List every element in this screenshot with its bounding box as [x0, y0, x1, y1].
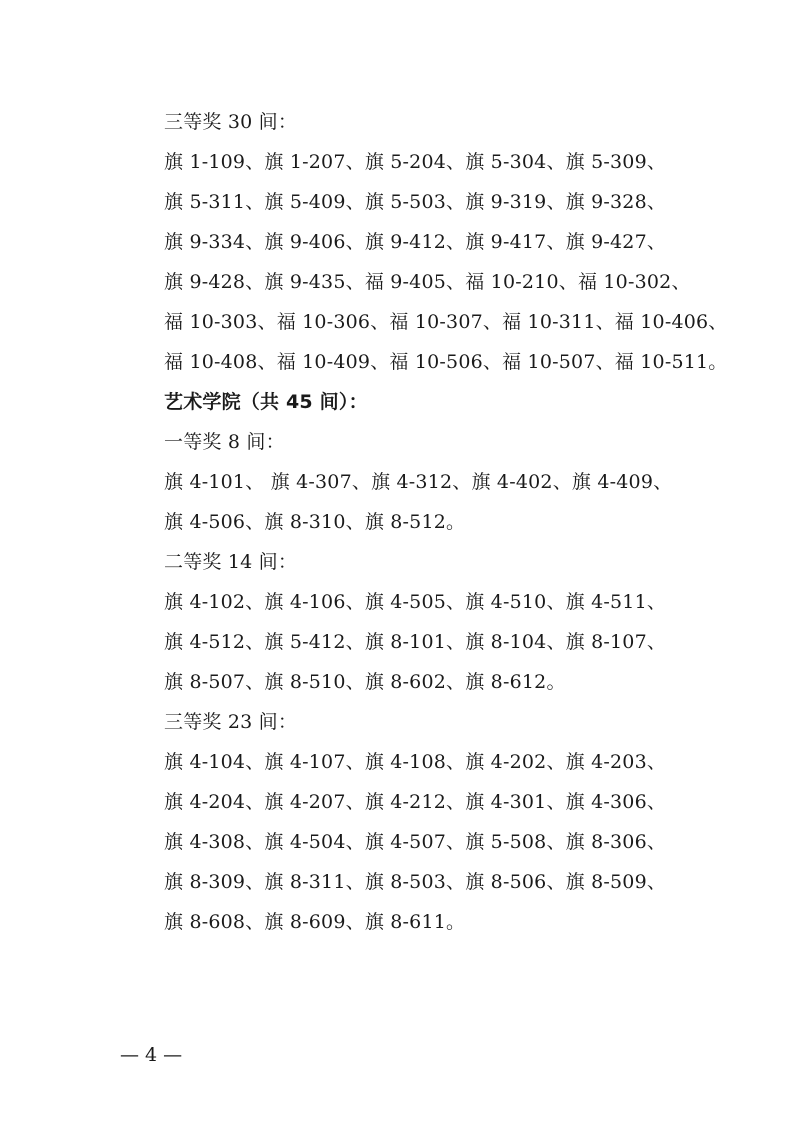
room-list-line: 旗 4-102、旗 4-106、旗 4-505、旗 4-510、旗 4-511、	[164, 591, 667, 613]
room-list-line: 福 10-303、福 10-306、福 10-307、福 10-311、福 10-406、	[164, 311, 728, 333]
room-list-line: 旗 4-308、旗 4-504、旗 4-507、旗 5-508、旗 8-306、	[164, 831, 667, 853]
room-list-line: 旗 4-204、旗 4-207、旗 4-212、旗 4-301、旗 4-306、	[164, 791, 667, 813]
first-prize-heading: 一等奖 8 间：	[164, 431, 285, 453]
third-prize-heading: 三等奖 23 间：	[164, 711, 298, 733]
room-list-line: 福 10-408、福 10-409、福 10-506、福 10-507、福 10-511。	[164, 351, 728, 373]
room-list-line: 旗 5-311、旗 5-409、旗 5-503、旗 9-319、旗 9-328、	[164, 191, 667, 213]
room-list-line: 旗 4-506、旗 8-310、旗 8-512。	[164, 511, 466, 533]
second-prize-heading: 二等奖 14 间：	[164, 551, 298, 573]
room-list-line: 旗 9-334、旗 9-406、旗 9-412、旗 9-417、旗 9-427、	[164, 231, 667, 253]
room-list-line: 旗 9-428、旗 9-435、福 9-405、福 10-210、福 10-302、	[164, 271, 691, 293]
art-college-heading: 艺术学院（共 45 间）：	[164, 391, 368, 413]
room-list-line: 旗 8-507、旗 8-510、旗 8-602、旗 8-612。	[164, 671, 566, 693]
page-number: — 4 —	[120, 1044, 183, 1066]
room-list-line: 旗 4-104、旗 4-107、旗 4-108、旗 4-202、旗 4-203、	[164, 751, 667, 773]
room-list-line: 旗 4-101、 旗 4-307、旗 4-312、旗 4-402、旗 4-409、	[164, 471, 673, 493]
third-prize-heading: 三等奖 30 间：	[164, 111, 298, 133]
room-list-line: 旗 8-608、旗 8-609、旗 8-611。	[164, 911, 466, 933]
room-list-line: 旗 1-109、旗 1-207、旗 5-204、旗 5-304、旗 5-309、	[164, 151, 667, 173]
room-list-line: 旗 8-309、旗 8-311、旗 8-503、旗 8-506、旗 8-509、	[164, 871, 667, 893]
room-list-line: 旗 4-512、旗 5-412、旗 8-101、旗 8-104、旗 8-107、	[164, 631, 667, 653]
